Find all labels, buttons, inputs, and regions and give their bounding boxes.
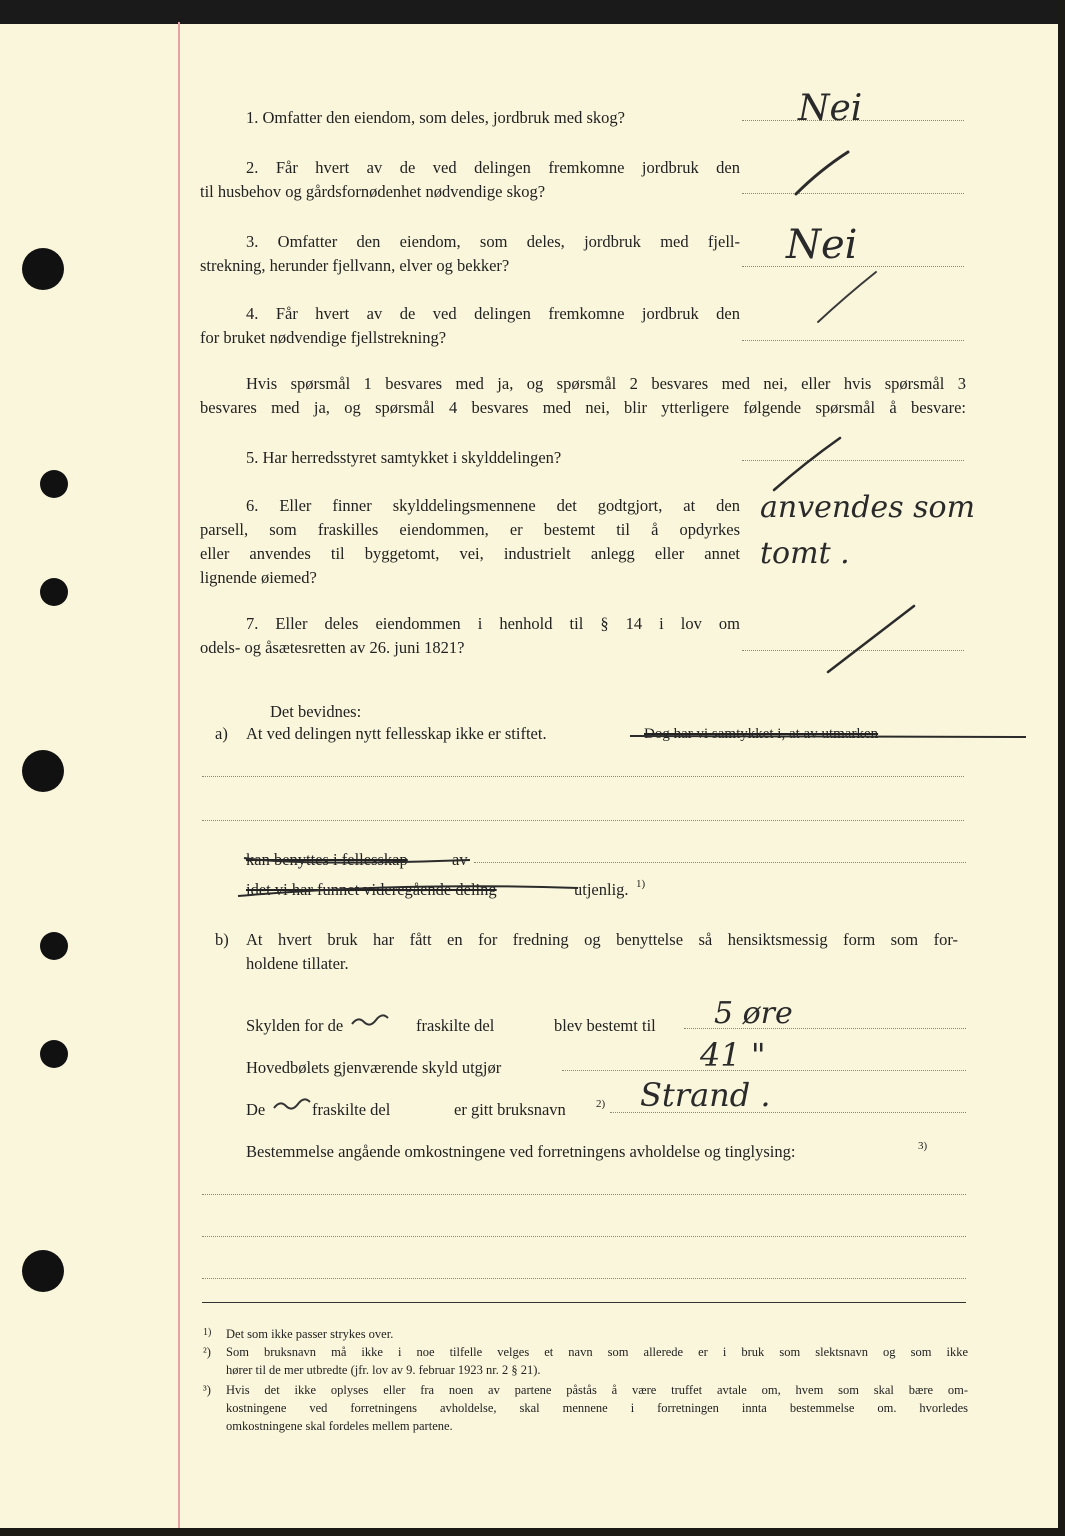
item-b-line-2: holdene tillater. xyxy=(246,954,349,973)
footnote-1-mark: 1) xyxy=(203,1327,212,1338)
footnote-3-mark: ³) xyxy=(203,1383,211,1397)
navn-value: Strand . xyxy=(640,1076,771,1114)
answer-3: Nei xyxy=(786,222,858,268)
footnote-2-mark: ²) xyxy=(203,1345,211,1359)
question-4-line-1: 4. Får hvert av de ved delingen fremkomne jordbruk den xyxy=(246,304,740,323)
footnote-ref-3: 3) xyxy=(918,1140,928,1152)
question-6-line-3: eller anvendes til byggetomt, vei, industrielt anlegg eller annet xyxy=(200,544,740,563)
item-b-label: b) xyxy=(215,930,229,949)
check-stroke-4 xyxy=(818,272,876,322)
question-6-line-1: 6. Eller finner skylddelingsmennene det godtgjort, at den xyxy=(246,496,740,515)
navn-label-post: er gitt bruksnavn xyxy=(454,1100,566,1119)
footnote-ref-1: 1) xyxy=(636,878,646,890)
tilde-mark-2 xyxy=(274,1099,310,1108)
skyld-label-mid: fraskilte del xyxy=(416,1016,495,1035)
struck-line-4: idet vi har funnet videregående deling xyxy=(246,880,497,899)
skyld-label-pre: Skylden for de xyxy=(246,1016,344,1035)
question-1: 1. Omfatter den eiendom, som deles, jordbruk med skog? xyxy=(246,108,625,127)
strike-line-3 xyxy=(244,858,470,863)
question-7-line-2: odels- og åsætesretten av 26. juni 1821? xyxy=(200,638,465,657)
question-7-line-1: 7. Eller deles eiendommen i henhold til § 14 i lov om xyxy=(246,614,740,633)
certify-heading: Det bevidnes: xyxy=(270,702,362,721)
footnote-3-line-2: kostningene ved forretningens avholdelse, skal mennene i forretningen innta bestemmelse om. hvorledes xyxy=(226,1401,968,1415)
item-a-text: At ved delingen nytt fellesskap ikke er stiftet. xyxy=(246,724,547,743)
check-stroke-5 xyxy=(774,438,840,490)
instruction-line-2: besvares med ja, og spørsmål 4 besvares med nei, blir ytterligere følgende spørsmål å besvare: xyxy=(200,398,966,417)
question-2-line-1: 2. Får hvert av de ved delingen fremkomne jordbruk den xyxy=(246,158,740,177)
footnote-2-line-2: hører til de mer utbredte (jfr. lov av 9. februar 1923 nr. 2 § 21). xyxy=(226,1363,541,1377)
question-6-line-2: parsell, som fraskilles eiendommen, er bestemt til å opdyrkes xyxy=(200,520,740,539)
item-a-struck-text: Dog har vi samtykket i, at av utmarken xyxy=(644,726,879,742)
navn-label-mid: fraskilte del xyxy=(312,1100,391,1119)
answer-6-line-1: anvendes som xyxy=(760,490,976,525)
footnote-1: Det som ikke passer strykes over. xyxy=(226,1327,394,1341)
strike-line-4 xyxy=(238,886,578,896)
question-3-line-1: 3. Omfatter den eiendom, som deles, jordbruk med fjell- xyxy=(246,232,740,251)
check-stroke-2 xyxy=(796,152,848,194)
footnote-ref-2: 2) xyxy=(596,1098,606,1110)
question-6-line-4: lignende øiemed? xyxy=(200,568,317,587)
check-stroke-7 xyxy=(828,606,914,672)
navn-label-pre: De xyxy=(246,1100,266,1119)
instruction-line-1: Hvis spørsmål 1 besvares med ja, og spørsmål 2 besvares med nei, eller hvis spørsmål 3 xyxy=(246,374,966,393)
struck-line-3-end: av xyxy=(452,850,468,869)
hoved-label: Hovedbølets gjenværende skyld utgjør xyxy=(246,1058,502,1077)
struck-line-3: kan benyttes i fellesskap xyxy=(246,850,408,869)
item-a-label: a) xyxy=(215,724,228,743)
tilde-mark-1 xyxy=(352,1015,388,1024)
question-4-line-2: for bruket nødvendige fjellstrekning? xyxy=(200,328,447,347)
footnote-3-line-1: Hvis det ikke oplyses eller fra noen av partene påstås å være truffet avtale om, hvem som skal bære om- xyxy=(226,1383,968,1397)
answer-1: Nei xyxy=(798,88,863,129)
footnote-3-line-3: omkostningene skal fordeles mellem partene. xyxy=(226,1419,453,1433)
question-2-line-2: til husbehov og gårdsfornødenhet nødvendige skog? xyxy=(200,182,546,201)
hoved-value: 41 " xyxy=(700,1036,766,1074)
skyld-value: 5 øre xyxy=(714,996,793,1031)
strike-line-a xyxy=(630,736,1026,737)
skyld-label-post: blev bestemt til xyxy=(554,1016,656,1035)
bestemmelse-label: Bestemmelse angående omkostningene ved forretningens avholdelse og tinglysing: xyxy=(246,1142,796,1161)
answer-6-line-2: tomt . xyxy=(760,536,850,571)
question-5: 5. Har herredsstyret samtykket i skylddelingen? xyxy=(246,448,562,467)
footnote-2-line-1: Som bruksnavn må ikke i noe tilfelle velges et navn som allerede er i bruk som slektsnavn og som ikke xyxy=(226,1345,968,1359)
struck-line-4-end: utjenlig. xyxy=(574,880,629,899)
question-3-line-2: strekning, herunder fjellvann, elver og bekker? xyxy=(200,256,510,275)
item-b-line-1: At hvert bruk har fått en for fredning og benyttelse så hensiktsmessig form som for- xyxy=(246,930,958,949)
